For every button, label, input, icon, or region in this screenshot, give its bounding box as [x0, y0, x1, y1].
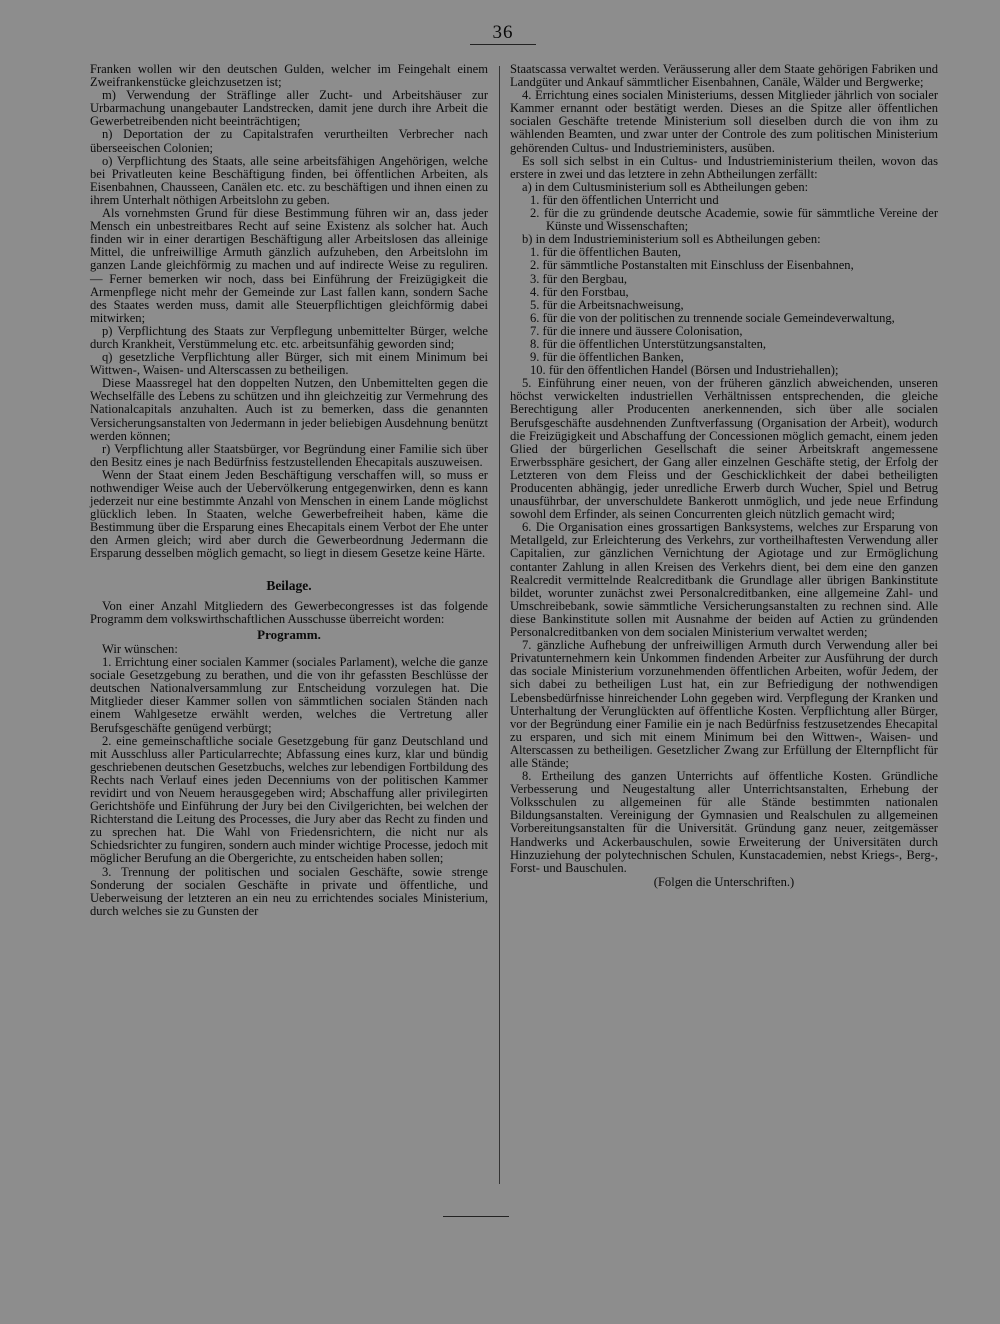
paragraph: 7. gänzliche Aufhebung der unfreiwilligen Armuth durch Verwendung aller bei Privatunternehmern kein Unkommen findenden Arbeiter zur Ausführung der durch das sociale Ministerium vorzunehmenden öffentlichen Arbeiten, wofür Jedem, der sich dabei zu betheiligen Lust hat, ein zur Befriedigung der nothwendigen Lebensbedürfnisse hinreichender Lohn gegeben wird. Verpflegung der Kranken und Unterhaltung der Verunglückten auf öffentliche Kosten. Verpflichtung aller Bürger, vor der Begründung einer Familie ein je nach Bedürfniss festzusetzendes Ehecapital zu ersparen, und sich mit einem Minimum bei den Wittwen-, Waisen- und Alterscassen zu betheiligen. Gesetzlicher Zwang zur Erfüllung der Elternpflicht für alle Stände;: [510, 638, 938, 770]
paragraph: Wenn der Staat einem Jeden Beschäftigung verschaffen will, so muss er nothwendiger Weise auch der Uebervölkerung entgegenwirken, denn es kann jederzeit nur eine bestimmte Anzahl von Menschen in einem Lande möglichst glücklich leben. In Staaten, welche Gewerbefreiheit haben, käme die Bestimmung über die Ersparung eines Ehecapitals einem Verbot der Ehe unter den Armen gleich; wird aber durch die Gewerbeordnung Jedermann die Ersparung desselben möglich gemacht, so liegt in diesem Gesetze keine Härte.: [90, 467, 488, 561]
paragraph: 9. für die öffentlichen Banken,: [530, 350, 684, 365]
paragraph: 5. Einführung einer neuen, von der früheren gänzlich abweichenden, unseren höchst verwickelten industriellen Verhältnissen entsprechenden, die gleiche Berechtigung aller Producenten anerkennenden, sich über alle socialen Berufsgeschäfte ausdehnenden Zunftverfassung (Organisation der Arbeit), wodurch die Freizügigkeit und Abschaffung der Concessionen möglich gemacht, einem jeden Glied der bürgerlichen Gesellschaft die seiner Arbeitskraft angemessene Erwerbssphäre gesichert, der Gang aller einzelnen Geschäfte stetig, der Erfolg der Letzteren von dem Fleiss und der Geschicklichkeit der dabei betheiligten Producenten abhängig, jeder unredliche Erwerb durch Wucher, Spiel und Betrug unausführbar, der unverschuldete Bankerott unmöglich, und jede neue Erfindung sowohl dem Erfinder, als seinen Concurrenten gleich nützlich gemacht wird;: [510, 376, 938, 522]
left-column: [90, 63, 488, 918]
paragraph: 2. eine gemeinschaftliche sociale Gesetzgebung für ganz Deutschland und mit Ausschluss aller Particularrechte; Abfassung eines kurz, klar und bündig geschriebenen deutschen Gesetzbuchs, welches zur lebendigen Fortbildung des Rechts nach Verlauf eines jeden Decenniums von der politischen Kammer revidirt und von Neuem herausgegeben wird; Abschaffung aller privilegirten Gerichtshöfe und Einführung der Jury bei den Civilgerichten, bei welchen der Richterstand die Leitung des Processes, die Jury aber das Recht zu finden und zu sprechen hat. Die Wahl von Friedensrichtern, die nicht nur als Schiedsrichter zu fungiren, sondern auch minder wichtige Processe, jedoch mit möglicher Berufung an die Obergerichte, zu entscheiden haben sollen;: [90, 733, 488, 866]
header-rule: [470, 44, 536, 45]
paragraph: 10. für den öffentlichen Handel (Börsen und Industriehallen);: [530, 363, 839, 378]
paragraph: 1. für die öffentlichen Bauten,: [530, 245, 681, 260]
paragraph: 1. für den öffentlichen Unterricht und: [530, 192, 719, 207]
paragraph: q) gesetzliche Verpflichtung aller Bürger, sich mit einem Minimum bei Wittwen-, Waisen- und Alterscassen zu betheiligen.: [90, 350, 488, 378]
paragraph: 1. Errichtung einer socialen Kammer (sociales Parlament), welche die ganze sociale Gesetzgebung zu berathen, und die von ihr gefassten Beschlüsse der deutschen Nationalversammlung zur Entscheidung vorzulegen hat. Die Mitglieder dieser Kammer sollen von sämmtlichen socialen Ständen nach einem Wahlgesetze erwählt werden, welches die Vertretung aller Berufsgeschäfte genügend verbürgt;: [90, 655, 488, 735]
paragraph: Diese Maassregel hat den doppelten Nutzen, den Unbemittelten gegen die Wechselfälle des Lebens zu schützen und ihn gleichzeitig zur Vermehrung des Nationalcapitals anzuhalten. Auch ist zu bemerken, dass die genannten Versicherungsanstalten von Jedermann in jeder beliebigen Ausdehnung benützt werden können;: [90, 376, 488, 443]
right-column: [510, 63, 938, 889]
footer-rule: [443, 1216, 509, 1217]
page-number: 36: [492, 22, 514, 43]
paragraph: Staatscassa verwaltet werden. Veräusserung aller dem Staate gehörigen Fabriken und Landgüter und Ankauf sämmtlicher Eisenbahnen, Canäle, Wälder und Bergwerke;: [510, 62, 938, 90]
column-divider: [499, 66, 500, 1184]
paragraph: Es soll sich selbst in ein Cultus- und Industrieministerium theilen, wovon das erstere in zwei und das letztere in zehn Abtheilungen zerfällt:: [510, 153, 938, 181]
paragraph: 4. Errichtung eines socialen Ministeriums, dessen Mitglieder jährlich von socialer Kammer ernannt oder bestätigt werden. Dieses an die Spitze aller öffentlichen socialen Geschäfte tretende Ministerium soll dieselben durch die von ihm zu wählenden Beamten, und zwar unter der Controle des zum politischen Ministerium gehörenden Cultus- und Industrieministers, ausüben.: [510, 88, 938, 155]
paragraph: 5. für die Arbeitsnachweisung,: [530, 297, 684, 312]
paragraph: 2. für die zu gründende deutsche Academie, sowie für sämmtliche Vereine der Künste und Wissenschaften;: [530, 206, 938, 234]
paragraph: 4. für den Forstbau,: [530, 284, 629, 299]
paragraph: n) Deportation der zu Capitalstrafen verurtheilten Verbrecher nach überseeischen Colonien;: [90, 127, 488, 155]
paragraph: Von einer Anzahl Mitgliedern des Gewerbecongresses ist das folgende Programm dem volkswirthschaftlichen Ausschusse überreicht worden:: [90, 598, 488, 626]
paragraph: 2. für sämmtliche Postanstalten mit Einschluss der Eisenbahnen,: [530, 258, 854, 273]
paragraph: 6. Die Organisation eines grossartigen Banksystems, welches zur Ersparung von Metallgeld, zur Erleichterung des Verkehrs, zur vortheilhaftesten Verwendung aller Capitalien, zur gänzlichen Vernichtung der Agiotage und zur Ermöglichung contanter Zahlung in allen Kreisen des Verkehrs dient, bei dem eine den ganzen Realcredit vermittelnde Realcreditbank die Grundlage aller übrigen Bankinstitute bildet, worunter zunächst zwei Personalcreditbanken, eine allgemeine Zahl- und Umschreibebank, sowie sämmtliche Versicherungsanstalten zu rechnen sind. Alle diese Bankinstitute sollen mit Ausnahme der beiden auf Actien zu gründenden Personalcreditbanken von dem socialen Ministerium verwaltet werden;: [510, 520, 938, 640]
section-heading: Beilage.: [266, 577, 312, 593]
paragraph: o) Verpflichtung des Staats, alle seine arbeitsfähigen Angehörigen, welche bei Privatleuten keine Beschäftigung finden, bei öffentlichen Arbeiten, als Eisenbahnen, Chausseen, Canälen etc. etc. zu beschäftigen und ihnen einen zu ihrem Unterhalt nöthigen Arbeitslohn zu geben.: [90, 153, 488, 207]
paragraph: 3. für den Bergbau,: [530, 271, 627, 286]
paragraph: 8. Ertheilung des ganzen Unterrichts auf öffentliche Kosten. Gründliche Verbesserung und Neugestaltung aller Unterrichtsanstalten, Erhebung der Volksschulen zu allgemeinen für alle Stände bestimmten nationalen Bildungsanstalten. Vereinigung der Gymnasien und Realschulen zu allgemeinen Vorbereitungsanstalten für die Universität. Gründung ganz neuer, zeitgemässer Handwerks und Ackerbauschulen, sowie Erweiterung der Universitäten durch Hinzuziehung der polytechnischen Schulen, Kunstacademien, nebst Kriegs-, Berg-, Forst- und Bauschulen.: [510, 769, 938, 875]
paragraph: (Folgen die Unterschriften.): [653, 874, 795, 889]
paragraph: b) in dem Industrieministerium soll es Abtheilungen geben:: [522, 232, 821, 247]
paragraph: a) in dem Cultusministerium soll es Abtheilungen geben:: [522, 179, 809, 194]
paragraph: m) Verwendung der Sträflinge aller Zucht- und Arbeitshäuser zur Urbarmachung unangebauter Landstrecken, damit jene durch ihre Arbeit die Gewerbetreibenden nicht beeinträchtigen;: [90, 88, 488, 129]
paragraph: Wir wünschen:: [102, 641, 178, 656]
paragraph: 3. Trennung der politischen und socialen Geschäfte, sowie strenge Sonderung der socialen Geschäfte in private und öffentliche, und Ueberweisung der letzteren an ein neu zu errichtendes sociales Ministerium, durch welches sie zu Gunsten der: [90, 864, 488, 918]
section-heading: Programm.: [257, 626, 321, 642]
paragraph: Franken wollen wir den deutschen Gulden, welcher im Feingehalt einem Zweifrankenstücke gleichzusetzen ist;: [90, 62, 488, 90]
paragraph: 7. für die innere und äussere Colonisation,: [530, 323, 743, 338]
paragraph: 8. für die öffentlichen Unterstützungsanstalten,: [530, 336, 767, 351]
paragraph: Als vornehmsten Grund für diese Bestimmung führen wir an, dass jeder Mensch ein unbestreitbares Recht auf seine Existenz als solcher hat. Auch finden wir in einer derartigen Beschäftigung aller Arbeitslosen das alleinige Mittel, die unfreiwillige Armuth gänzlich aufzuheben, den Arbeitslohn im ganzen Lande gleichförmig zu machen und auf indirecte Weise zu reguliren. — Ferner bemerken wir noch, dass bei Einführung der Freizügigkeit die Armenpflege nicht mehr der Gemeinde zur Last fallen kann, sondern Sache des Staates werden muss, damit alle Steuerpflichtigen gleichförmig dabei mitwirken;: [90, 206, 488, 325]
paragraph: r) Verpflichtung aller Staatsbürger, vor Begründung einer Familie sich über den Besitz eines je nach Bedürfniss festzustellenden Ehecapitals auszuweisen.: [90, 441, 488, 469]
paragraph: 6. für die von der politischen zu trennende sociale Gemeindeverwaltung,: [530, 310, 895, 325]
paragraph: p) Verpflichtung des Staats zur Verpflegung unbemittelter Bürger, welche durch Krankheit, Verstümmelung etc. etc. arbeitsunfähig geworden sind;: [90, 323, 488, 351]
